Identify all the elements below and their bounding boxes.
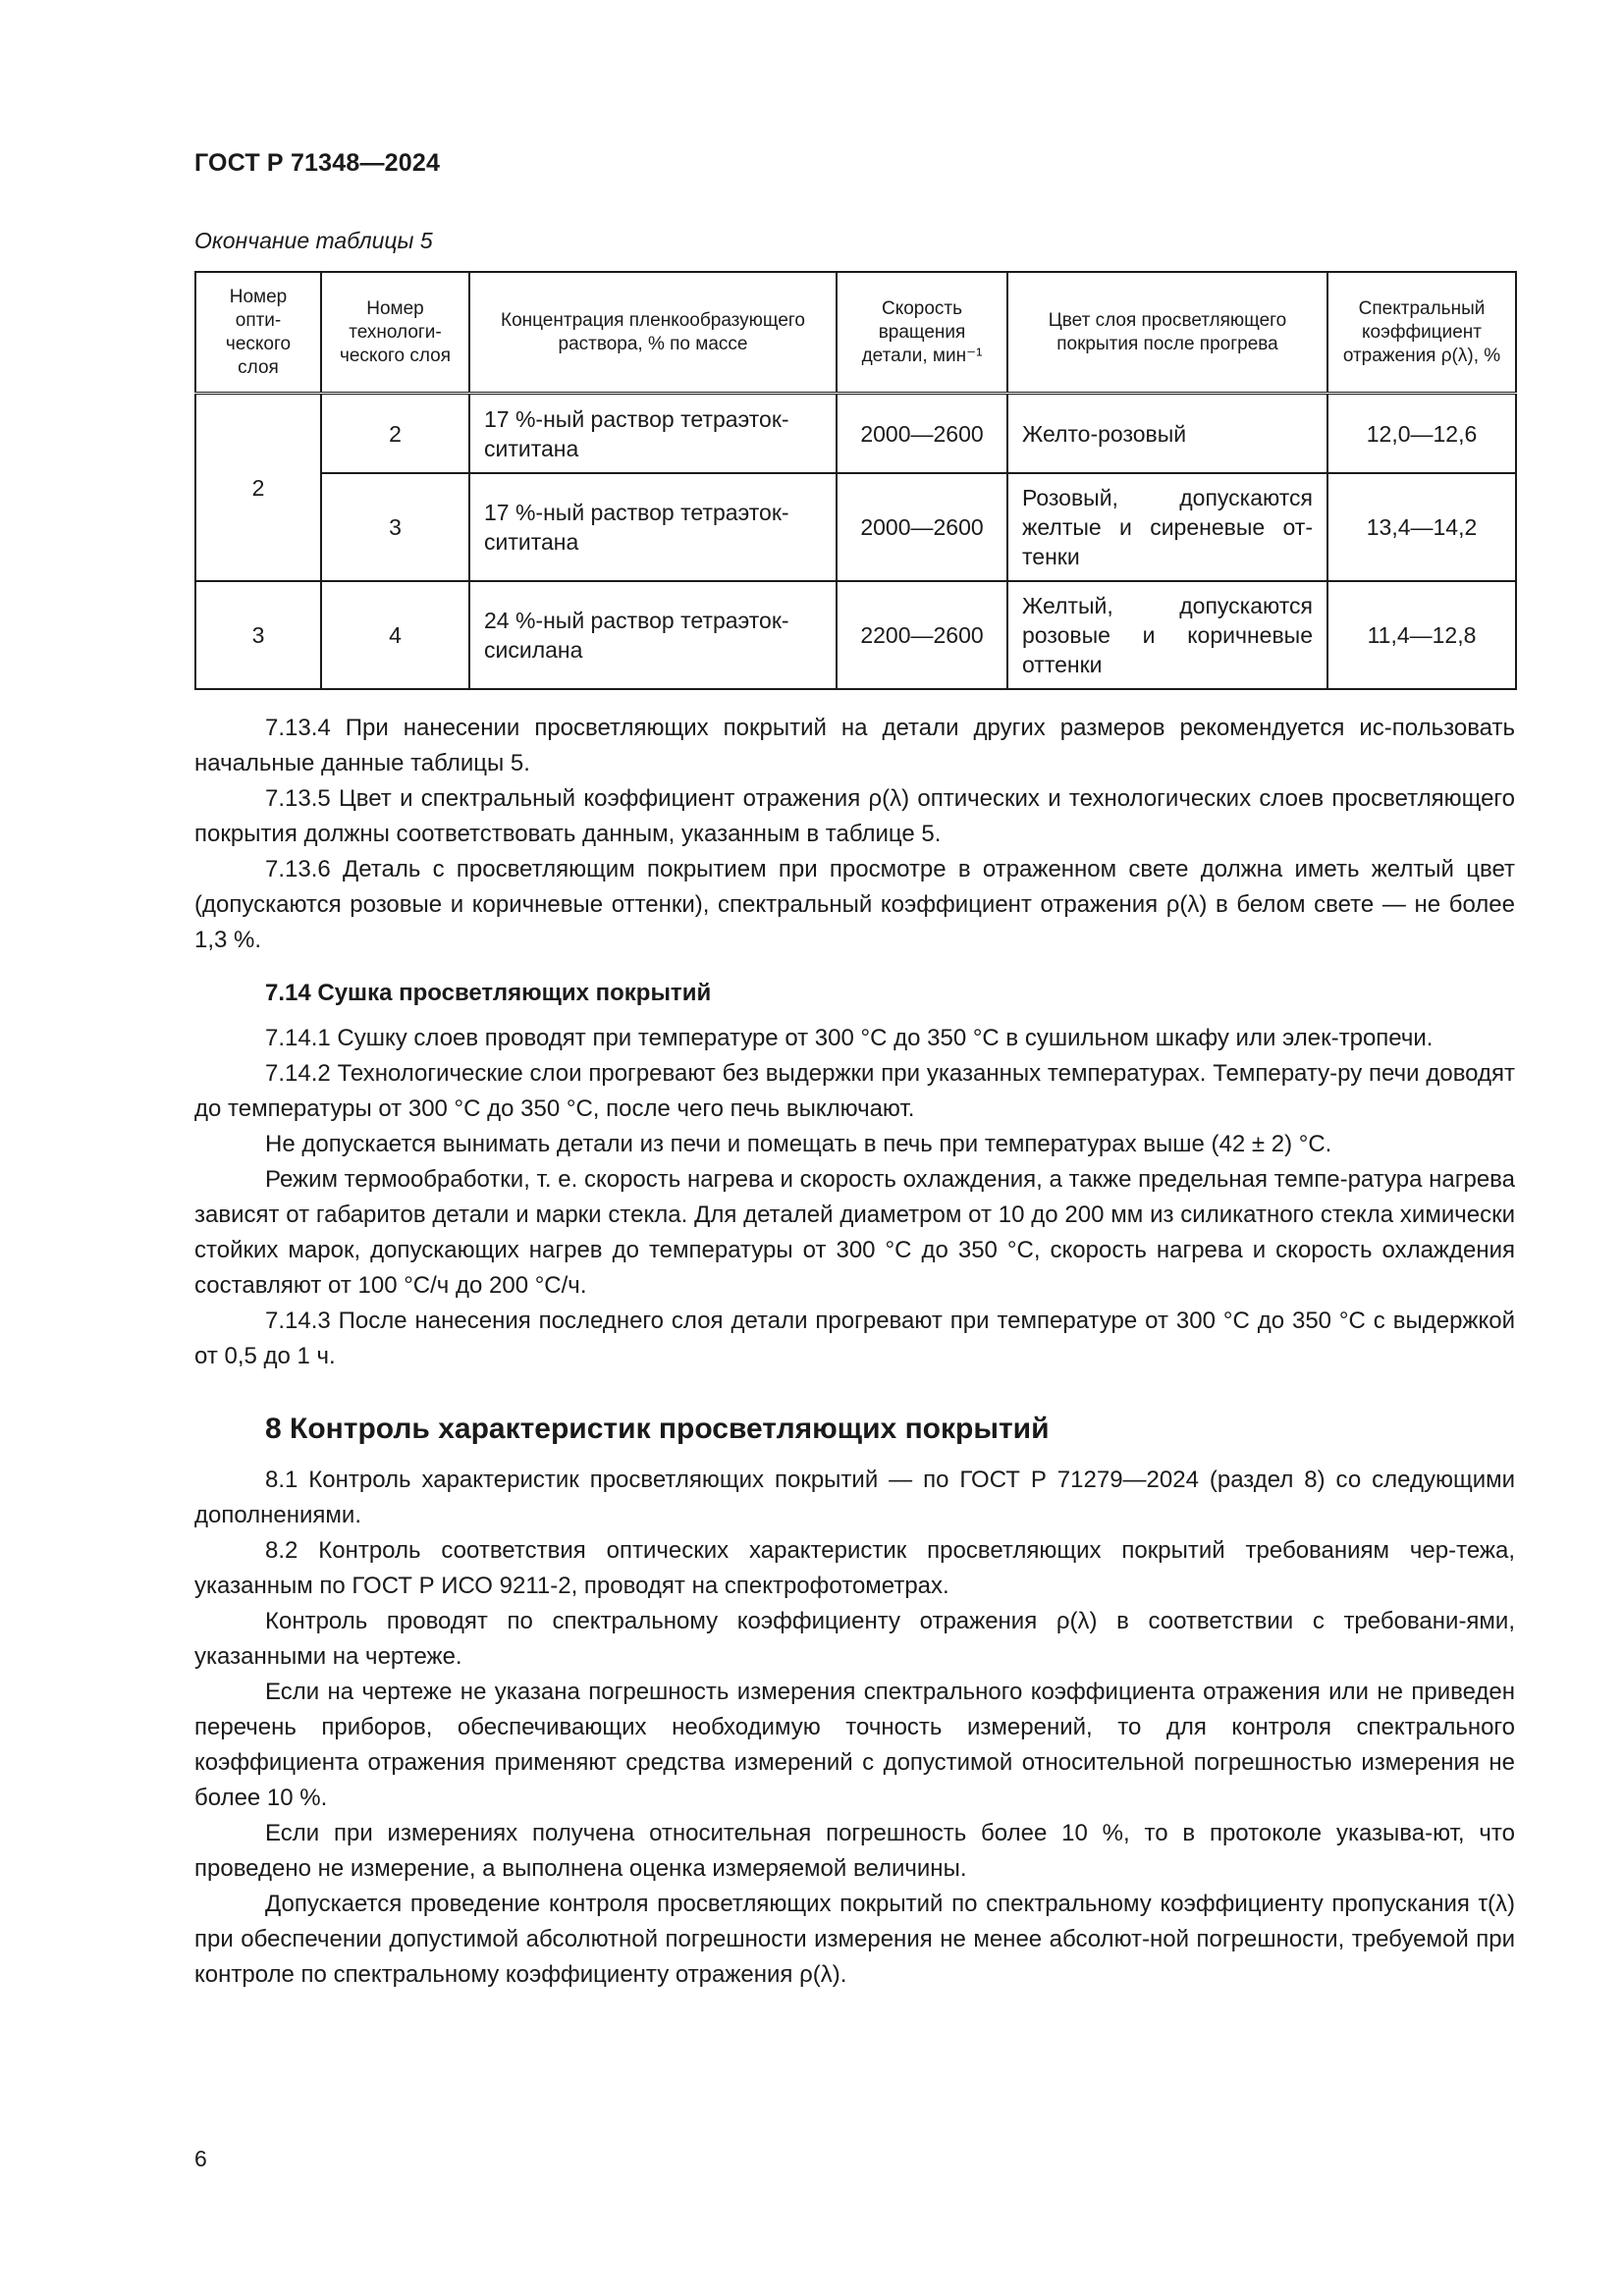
paragraph-7-14-2: 7.14.2 Технологические слои прогревают без выдержки при указанных температурах. Температу-ру печи доводят до температуры от 300 °С до 350 °С, после чего печь выключают. [194,1060,1515,1122]
paragraph-7-13-5: 7.13.5 Цвет и спектральный коэффициент отражения ρ(λ) оптических и технологических слоев просветляющего покрытия должны соответствовать данным, указанным в таблице 5. [194,785,1515,847]
table-row [195,581,1516,689]
cell-rotation-speed: 2000—2600 [837,473,1007,581]
table-5 [194,271,1517,690]
cell-concentration: 17 %-ный раствор тетраэток-сититана [469,394,837,474]
table-caption: Окончание таблицы 5 [194,228,433,253]
table-row [195,473,1516,581]
cell-concentration: 17 %-ный раствор тетраэток-сититана [469,473,837,581]
cell-reflectance: 13,4—14,2 [1327,473,1516,581]
cell-layer-color: Желтый, допускаются розовые и коричневые оттенки [1007,581,1327,689]
paragraph-8-2-c: Если на чертеже не указана погрешность измерения спектрального коэффициента отражения или не приведен перечень приборов, обеспечивающих необходимую точность измерений, то для контроля спектрального коэффициента отражения применяют средства измерений с допустимой относительной погрешностью измерения не более 10 %. [194,1679,1515,1811]
paragraph-7-14-2-c: Режим термообработки, т. е. скорость нагрева и скорость охлаждения, а также предельная темпе-ратура нагрева зависят от габаритов детали и марки стекла. Для деталей диаметром от 10 до 200 мм из силикатного стекла химически стойких марок, допускающих нагрев до температуры от 300 °С до 350 °С, скорость нагрева и скорость охлаждения составляют от 100 °С/ч до 200 °С/ч. [194,1166,1515,1299]
cell-tech-layer: 2 [321,394,469,474]
heading-7-14: 7.14 Сушка просветляющих покрытий [265,980,712,1006]
cell-concentration: 24 %-ный раствор тетраэток-сисилана [469,581,837,689]
cell-tech-layer: 4 [321,581,469,689]
paragraph-8-2: 8.2 Контроль соответствия оптических характеристик просветляющих покрытий требованиям чер-тежа, указанным по ГОСТ Р ИСО 9211-2, проводят на спектрофотометрах. [194,1537,1515,1599]
cell-optical-layer: 2 [195,394,321,582]
paragraph-8-2-e: Допускается проведение контроля просветляющих покрытий по спектральному коэффициенту пропускания τ(λ) при обеспечении допустимой абсолютной погрешности измерения не менее абсолют-ной погрешности, требуемой при контроле по спектральному коэффициенту отражения ρ(λ). [194,1891,1515,1988]
body-text [194,711,1515,1993]
cell-tech-layer: 3 [321,473,469,581]
paragraph-7-14-2-b: Не допускается вынимать детали из печи и помещать в печь при температурах выше (42 ± 2) °С. [265,1131,1332,1157]
header-rotation-speed: Скорость вращения детали, мин⁻¹ [837,272,1007,394]
cell-layer-color: Желто-розовый [1007,394,1327,474]
cell-reflectance: 12,0—12,6 [1327,394,1516,474]
cell-optical-layer: 3 [195,581,321,689]
paragraph-8-2-b: Контроль проводят по спектральному коэффициенту отражения ρ(λ) в соответствии с требовани-ями, указанными на чертеже. [194,1608,1515,1670]
cell-rotation-speed: 2000—2600 [837,394,1007,474]
header-optical-layer: Номер опти-ческого слоя [195,272,321,394]
header-layer-color: Цвет слоя просветляющего покрытия после прогрева [1007,272,1327,394]
table-row [195,394,1516,474]
paragraph-8-1: 8.1 Контроль характеристик просветляющих покрытий — по ГОСТ Р 71279—2024 (раздел 8) со следующими дополнениями. [194,1467,1515,1528]
heading-section-8: 8 Контроль характеристик просветляющих покрытий [265,1413,1050,1445]
page-number: 6 [194,2146,207,2171]
paragraph-7-14-1: 7.14.1 Сушку слоев проводят при температуре от 300 °С до 350 °С в сушильном шкафу или элек-тропечи. [265,1025,1434,1051]
header-concentration: Концентрация пленкообразующего раствора, % по массе [469,272,837,394]
paragraph-8-2-d: Если при измерениях получена относительная погрешность более 10 %, то в протоколе указыва-ют, что проведено не измерение, а выполнена оценка измеряемой величины. [194,1820,1515,1882]
header-tech-layer: Номер технологи-ческого слоя [321,272,469,394]
cell-rotation-speed: 2200—2600 [837,581,1007,689]
header-reflectance: Спектральный коэффициент отражения ρ(λ), % [1327,272,1516,394]
cell-layer-color: Розовый, допускаются желтые и сиреневые от-тенки [1007,473,1327,581]
paragraph-7-14-3: 7.14.3 После нанесения последнего слоя детали прогревают при температуре от 300 °С до 350 °С с выдержкой от 0,5 до 1 ч. [194,1308,1515,1369]
paragraph-7-13-6: 7.13.6 Деталь с просветляющим покрытием при просмотре в отраженном свете должна иметь желтый цвет (допускаются розовые и коричневые оттенки), спектральный коэффициент отражения ρ(λ) в белом свете — не более 1,3 %. [194,856,1515,953]
document-code-header: ГОСТ Р 71348—2024 [194,149,441,177]
paragraph-7-13-4: 7.13.4 При нанесении просветляющих покрытий на детали других размеров рекомендуется ис-пользовать начальные данные таблицы 5. [194,715,1515,776]
cell-reflectance: 11,4—12,8 [1327,581,1516,689]
table-header-row [195,272,1516,394]
